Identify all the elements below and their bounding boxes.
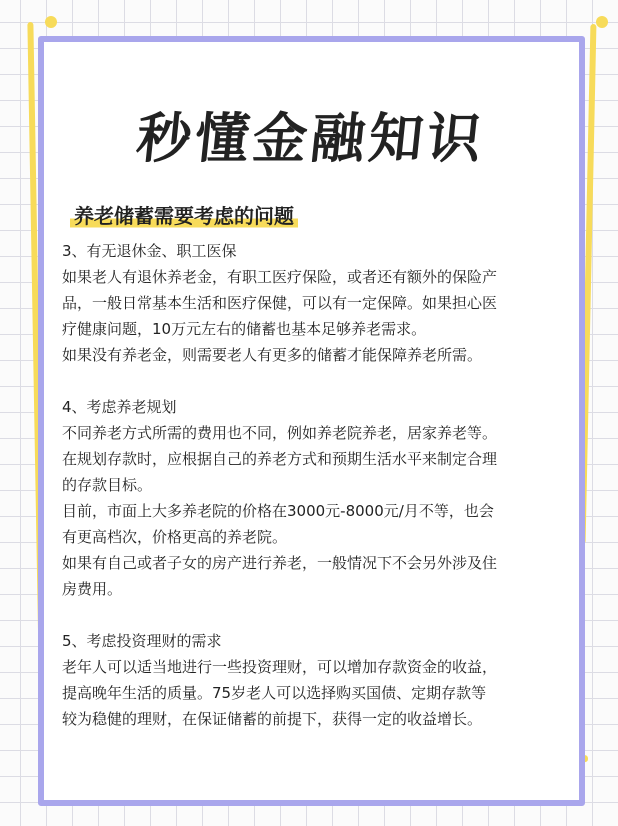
section-heading: 5、考虑投资理财的需求 xyxy=(62,632,222,650)
paragraph-line: 品，一般日常基本生活和医疗保健，可以有一定保障。如果担心医 xyxy=(62,294,498,312)
yellow-dot-left xyxy=(45,16,57,28)
paragraph-line: 如果老人有退休养老金，有职工医疗保险，或者还有额外的保险产 xyxy=(62,268,498,286)
paragraph-line: 在规划存款时，应根据自己的养老方式和预期生活水平来制定合理 xyxy=(62,450,498,468)
paragraph-line: 的存款目标。 xyxy=(62,476,153,494)
paragraph-line: 如果没有养老金，则需要老人有更多的储蓄才能保障养老所需。 xyxy=(62,346,483,364)
content-card xyxy=(38,36,585,806)
section-retirement-planning xyxy=(62,394,567,602)
page-title: 秒懂金融知识 xyxy=(133,107,489,170)
section-investment-needs xyxy=(62,628,567,732)
paragraph-line: 如果有自己或者子女的房产进行养老，一般情况下不会另外涉及住 xyxy=(62,554,498,572)
paragraph-line: 老年人可以适当地进行一些投资理财，可以增加存款资金的收益， xyxy=(62,658,498,676)
yellow-dot-right xyxy=(596,16,608,28)
article-body xyxy=(62,238,567,758)
paragraph-line: 房费用。 xyxy=(62,580,123,598)
paragraph-line: 目前，市面上大多养老院的价格在3000元-8000元/月不等，也会 xyxy=(62,502,494,520)
section-retirement-benefits xyxy=(62,238,567,368)
paragraph-line: 有更高档次，价格更高的养老院。 xyxy=(62,528,288,546)
paragraph-line: 较为稳健的理财，在保证储蓄的前提下，获得一定的收益增长。 xyxy=(62,710,483,728)
paragraph-line: 疗健康问题，10万元左右的储蓄也基本足够养老需求。 xyxy=(62,320,427,338)
section-heading: 3、有无退休金、职工医保 xyxy=(62,242,237,260)
section-heading: 4、考虑养老规划 xyxy=(62,398,177,416)
paragraph-line: 不同养老方式所需的费用也不同，例如养老院养老，居家养老等。 xyxy=(62,424,498,442)
page-subtitle: 养老储蓄需要考虑的问题 xyxy=(70,200,298,230)
paragraph-line: 提高晚年生活的质量。75岁老人可以选择购买国债、定期存款等 xyxy=(62,684,487,702)
